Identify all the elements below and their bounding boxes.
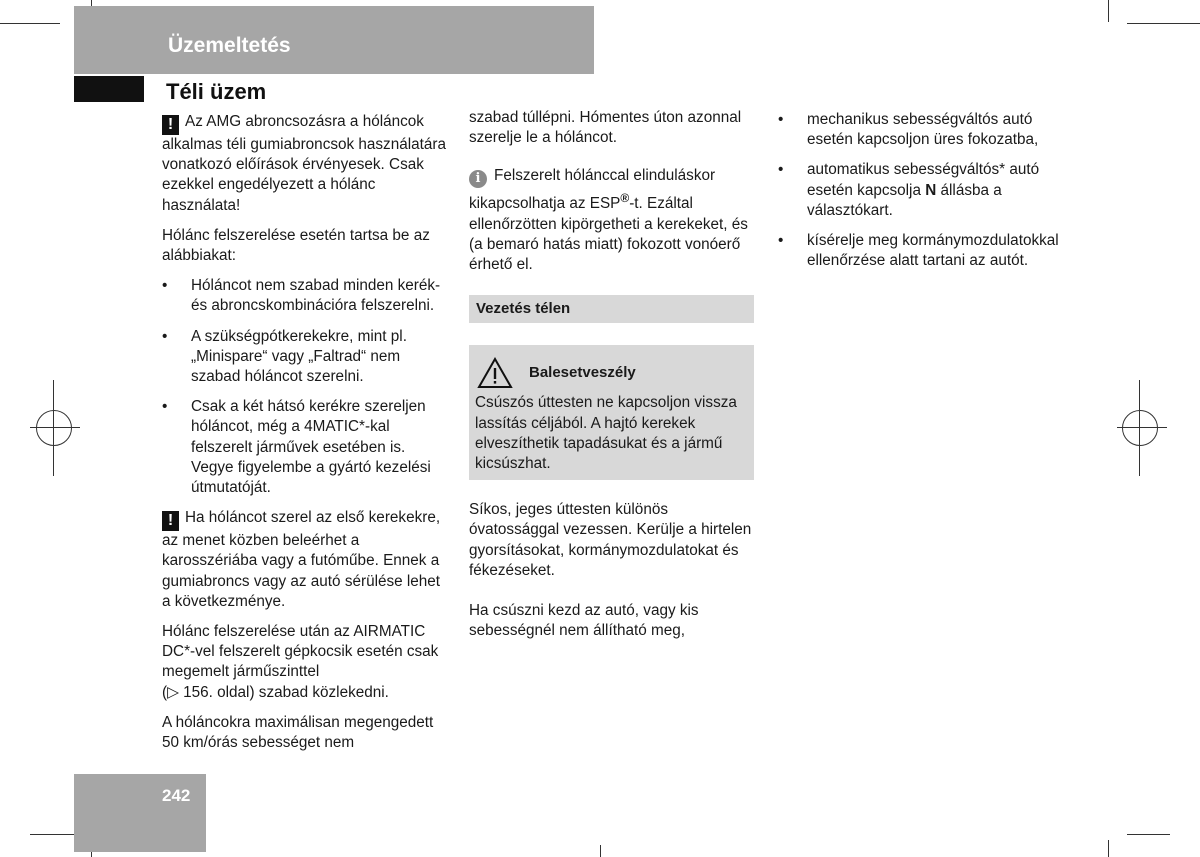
subheading: Vezetés télen [476, 300, 571, 318]
esp-info: i Felszerelt hólánccal elinduláskor kikapcsolhatja az ESP®-t. Ezáltal ellenőrzötten kipörgetheti a kerekeket, és (a bemaró hatás miatt) fokozott vonóerő érhető el. [469, 167, 748, 274]
warning-box [469, 345, 754, 480]
amg-warning: ! Az AMG abroncsozásra a hóláncok alkalmas téli gumiabroncsok használatára vonatkozó előírások érvényesek. Csak ezekkel engedélyezett a hólánc használata! [162, 113, 446, 214]
column-2 [469, 108, 756, 651]
list-item: • A szükségpótkerekekre, mint pl. „Minispare“ vagy „Faltrad“ nem szabad hóláncot szerelni. [162, 327, 452, 388]
crop-mark [53, 380, 54, 476]
warning-title: Balesetveszély [529, 364, 636, 382]
front-wheel-warning: ! Ha hóláncot szerel az első kerekekre, az menet közben beleérhet a karosszériába vagy a futóműbe. Ennek a gumiabroncs vagy az autó sérülése lehet a következménye. [162, 509, 441, 610]
crop-mark [1108, 0, 1109, 22]
airmatic-text: Hólánc felszerelése után az AIRMATIC DC*-vel felszerelt gépkocsik esetén csak megemelt járműszinttel (▷ 156. oldal) szabad közlekedni. [162, 623, 439, 701]
list-item: • mechanikus sebességváltós autó esetén kapcsoljon üres fokozatba, [778, 110, 1063, 150]
exclamation-icon: ! [162, 115, 179, 135]
crop-mark [1127, 834, 1170, 835]
section-title: Téli üzem [166, 79, 267, 104]
list-item: • Hóláncot nem szabad minden kerék- és abroncskombinációra felszerelni. [162, 276, 452, 316]
warning-text: Csúszós úttesten ne kapcsoljon vissza lassítás céljából. A hajtó kerekek elveszíthetik tapadásukat és a jármű kicsúszhat. [475, 394, 737, 472]
list-item: • automatikus sebességváltós* autó esetén kapcsolja N állásba a választókart. [778, 160, 1063, 221]
registration-mark [36, 410, 72, 446]
crop-mark [30, 427, 80, 428]
crop-mark [0, 23, 60, 24]
page-number: 242 [162, 786, 191, 805]
crop-mark [1117, 427, 1167, 428]
registration-mark [1122, 410, 1158, 446]
crop-mark [600, 845, 601, 857]
header-bar [74, 6, 594, 74]
skid-text: Ha csúszni kezd az autó, vagy kis sebességnél nem állítható meg, [469, 601, 699, 640]
driving-text: Síkos, jeges úttesten különös óvatossággal vezessen. Kerülje a hirtelen gyorsításokat, kormánymozdulatokat és fékezéseket. [469, 501, 752, 579]
info-icon: i [469, 170, 487, 188]
column-1 [162, 112, 452, 763]
crop-mark [30, 834, 74, 835]
crop-mark [1139, 380, 1140, 476]
intro-text: Hólánc felszerelése esetén tartsa be az alábbiakat: [162, 226, 430, 265]
speed-limit-text: A hóláncokra maximálisan megengedett 50 km/órás sebességet nem [162, 713, 434, 752]
warning-triangle-icon [477, 357, 513, 389]
crop-mark [1127, 23, 1200, 24]
list-item: • kísérelje meg kormánymozdulatokkal ellenőrzése alatt tartani az autót. [778, 231, 1063, 271]
exclamation-icon: ! [162, 511, 179, 531]
crop-mark [1108, 840, 1109, 857]
continuation-text: szabad túllépni. Hómentes úton azonnal szerelje le a hóláncot. [469, 109, 742, 147]
chapter-title: Üzemeltetés [168, 34, 291, 57]
subheading-box [469, 295, 754, 323]
list-item: • Csak a két hátsó kerékre szereljen hóláncot, még a 4MATIC*-kal felszerelt járművek esetében is. Vegye figyelembe a gyártó kezelési útmutatóját. [162, 397, 452, 498]
page-reference-link[interactable]: (▷ 156. oldal) szabad közlekedni. [162, 683, 389, 701]
section-marker [74, 76, 144, 102]
column-3 [778, 110, 1063, 281]
